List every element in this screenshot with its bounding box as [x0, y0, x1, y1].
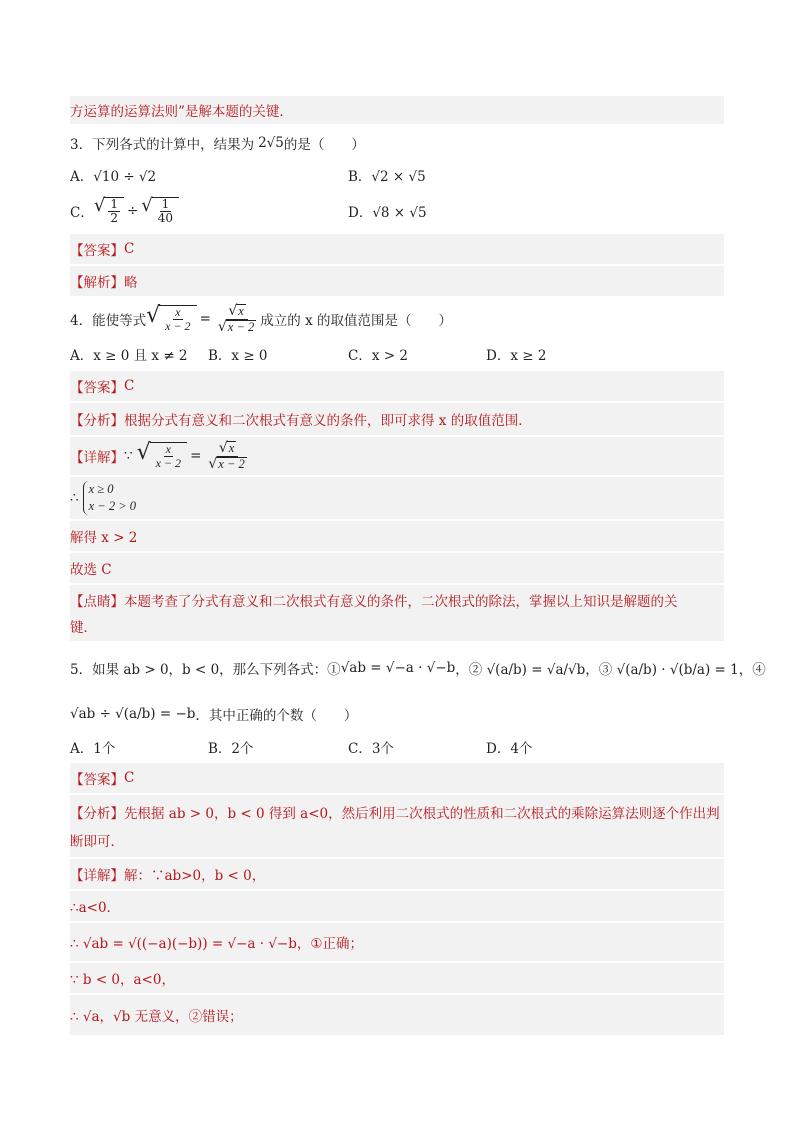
q5-option-b: B．2个 — [208, 741, 254, 757]
q5-fenxi-block — [70, 795, 724, 857]
q3-option-a: A．√10 ÷ √2 — [70, 169, 157, 185]
q3-answer: C — [124, 241, 135, 257]
q3-stem-value: 2√5 — [258, 135, 284, 151]
q4-xiangjie-tag: 【详解】 — [70, 450, 124, 466]
q4-option-d: D．x ≥ 2 — [486, 348, 547, 364]
q3-option-b: B．√2 × √5 — [348, 169, 426, 185]
q5-answer-line — [70, 763, 724, 793]
q3-stem-prefix: 3．下列各式的计算中，结果为 — [70, 137, 255, 153]
q4-option-a: A．x ≥ 0 且 x ≠ 2 — [70, 348, 188, 364]
q4-system-line — [70, 477, 724, 519]
q4-xiangjie-line: 【详解】 ∵ √ $\frac{x}{x - 2}$ = √ x √ x − 2 — [70, 437, 724, 475]
q3-option-d: D．√8 × √5 — [348, 205, 427, 221]
q5-statement-1: √ab = √−a · √−b — [340, 660, 456, 676]
q4-fenxi-line — [70, 403, 724, 435]
q5-stem-prefix: 5．如果 ab > 0，b < 0，那么下列各式：① — [70, 662, 341, 678]
q4-answer-line — [70, 371, 724, 401]
q4-jiede-line — [70, 521, 724, 551]
q5-statement-3: ，③ √(a/b) · √(b/a) = 1 — [585, 662, 739, 678]
q5-step-4: ∴ √a，√b 无意义，②错误； — [70, 995, 724, 1035]
q5-answer: C — [124, 770, 135, 786]
q4-fenxi: 根据分式有意义和二次根式有意义的条件，即可求得 x 的取值范围． — [124, 413, 532, 429]
q3-option-c-label: C． — [70, 205, 94, 221]
q5-statement-4: √ab ÷ √(a/b) = −b — [70, 706, 196, 722]
q5-stem-line2 — [70, 694, 724, 734]
q4-option-c: C．x > 2 — [348, 348, 408, 364]
q4-jiede: 解得 x > 2 — [70, 530, 138, 546]
q5-option-a: A．1个 — [70, 741, 116, 757]
q4-therefore: ∴ — [70, 490, 79, 506]
q5-statement-4-label: ，④ — [738, 662, 766, 678]
q5-option-d: D．4个 — [486, 741, 533, 757]
q4-stem-suffix: 成立的 x 的取值范围是（ ） — [260, 313, 452, 329]
q5-answer-tag: 【答案】 — [70, 772, 124, 788]
q4-dianjing-line1: 本题考查了分式有意义和二次根式有意义的条件，二次根式的除法，掌握以上知识是解题的关 — [124, 594, 678, 610]
q4-option-b: B．x ≥ 0 — [208, 348, 268, 364]
q3-analysis-tag: 【解析】 — [70, 275, 124, 291]
q4-guxuan: 故选 C — [70, 562, 112, 578]
q5-step-1: ∴a<0． — [70, 891, 724, 921]
q4-fenxi-tag: 【分析】 — [70, 413, 124, 429]
q3-analysis-line — [70, 266, 724, 296]
q3-stem — [70, 130, 724, 156]
q4-inequality-system: x ≥ 0 x − 2 > 0 — [83, 481, 136, 515]
q4-guxuan-line — [70, 553, 724, 583]
q5-xiangjie-line — [70, 859, 724, 889]
q5-fenxi-tag: 【分析】 — [70, 806, 124, 822]
q4-answer: C — [124, 378, 135, 394]
q4-stem: 4．能使等式 √ $\frac{x}{x - 2}$ = √ x √ x − 2 成立的 x 的取值范围是（ ） — [70, 302, 452, 335]
q5-xiangjie: 解：∵ab>0，b < 0， — [124, 868, 266, 884]
q3-analysis: 略 — [124, 275, 138, 291]
q5-option-c: C．3个 — [348, 741, 394, 757]
q5-statement-2: ，② √(a/b) = √a/√b — [455, 662, 586, 678]
q5-xiangjie-tag: 【详解】 — [70, 868, 124, 884]
q3-answer-tag: 【答案】 — [70, 243, 124, 259]
q4-stem-prefix: 4．能使等式 — [70, 313, 147, 329]
q5-stem-suffix: ．其中正确的个数（ ） — [195, 708, 358, 724]
q4-dianjing-line2: 键． — [70, 620, 97, 636]
q3-option-c: C． √ $\frac{1}{2}$ ÷ √ $\frac{1}{40}$ — [70, 193, 179, 229]
q5-step-3: ∵ b < 0，a<0， — [70, 963, 724, 993]
q5-fenxi-line1: 先根据 ab > 0，b < 0 得到 a<0，然后利用二次根式的性质和二次根式的乘除运算法则逐个作出判 — [124, 806, 720, 822]
q4-answer-tag: 【答案】 — [70, 380, 124, 396]
prev-conclusion-text: 方运算的运算法则”是解本题的关键． — [70, 104, 293, 120]
q4-dianjing-block — [70, 585, 724, 641]
q3-stem-suffix: 的是（ ） — [283, 137, 365, 153]
q3-answer-line — [70, 234, 724, 264]
prev-conclusion-line — [70, 96, 724, 124]
q5-step-2: ∴ √ab = √((−a)(−b)) = √−a · √−b，①正确； — [70, 923, 724, 961]
q5-stem-line1 — [70, 648, 766, 688]
q5-fenxi-line2: 断即可． — [70, 834, 124, 850]
q4-dianjing-tag: 【点睛】 — [70, 594, 124, 610]
